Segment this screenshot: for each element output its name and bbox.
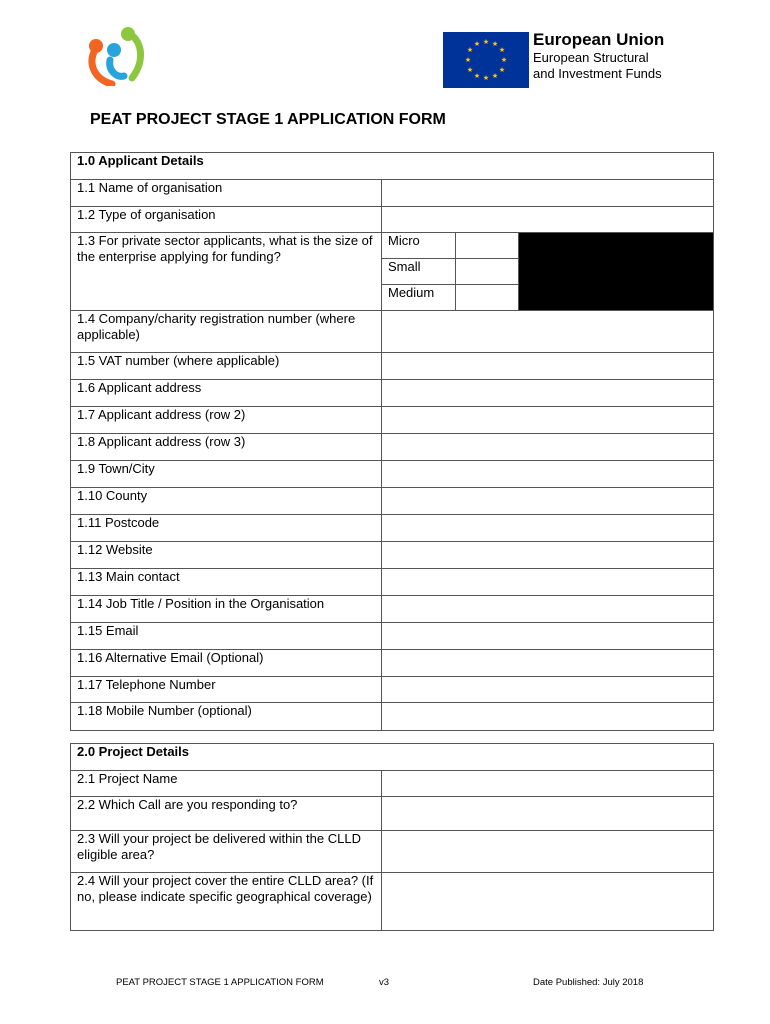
field-label: 1.9 Town/City [71, 461, 382, 488]
clld-area-input[interactable] [382, 831, 714, 873]
svg-text:★: ★ [498, 66, 506, 74]
section-heading: 2.0 Project Details [71, 744, 714, 771]
field-label: 1.5 VAT number (where applicable) [71, 353, 382, 380]
logo-blue-arc [110, 60, 124, 76]
field-label: 1.17 Telephone Number [71, 677, 382, 703]
field-label: 1.7 Applicant address (row 2) [71, 407, 382, 434]
field-label: 1.14 Job Title / Position in the Organisation [71, 596, 382, 623]
field-label: 1.3 For private sector applicants, what is the size of the enterprise applying for funding? [71, 233, 382, 311]
field-label: 2.4 Will your project cover the entire CLLD area? (If no, please indicate specific geographical coverage) [71, 873, 382, 931]
svg-text:★: ★ [466, 66, 474, 74]
address-line3-input[interactable] [382, 434, 714, 461]
geographical-coverage-input[interactable] [382, 873, 714, 931]
alternative-email-input[interactable] [382, 650, 714, 677]
page-title: PEAT PROJECT STAGE 1 APPLICATION FORM [90, 111, 446, 128]
field-label: 1.2 Type of organisation [71, 207, 382, 233]
footer-form-name: PEAT PROJECT STAGE 1 APPLICATION FORM [116, 977, 324, 988]
project-name-input[interactable] [382, 771, 714, 797]
size-option-label: Micro [382, 233, 456, 259]
field-label: 1.4 Company/charity registration number (where applicable) [71, 311, 382, 353]
field-label: 1.8 Applicant address (row 3) [71, 434, 382, 461]
svg-text:★: ★ [491, 72, 499, 80]
size-small-checkbox[interactable] [456, 259, 519, 285]
telephone-input[interactable] [382, 677, 714, 703]
field-label: 1.15 Email [71, 623, 382, 650]
vat-number-input[interactable] [382, 353, 714, 380]
svg-text:★: ★ [482, 74, 490, 82]
blacked-out-area [519, 233, 714, 311]
svg-text:★: ★ [500, 56, 508, 64]
mobile-input[interactable] [382, 703, 714, 731]
svg-text:★: ★ [473, 72, 481, 80]
footer-date: Date Published: July 2018 [533, 977, 644, 988]
size-option-label: Medium [382, 285, 456, 311]
eu-subtitle-line2: and Investment Funds [533, 66, 662, 81]
field-label: 1.18 Mobile Number (optional) [71, 703, 382, 731]
field-label: 1.13 Main contact [71, 569, 382, 596]
postcode-input[interactable] [382, 515, 714, 542]
main-contact-input[interactable] [382, 569, 714, 596]
address-line1-input[interactable] [382, 380, 714, 407]
svg-text:★: ★ [491, 40, 499, 48]
field-label: 1.11 Postcode [71, 515, 382, 542]
svg-text:★: ★ [466, 46, 474, 54]
svg-text:★: ★ [473, 40, 481, 48]
eu-flag [443, 32, 529, 88]
logo-orange-dot [89, 39, 103, 53]
svg-text:★: ★ [464, 56, 472, 64]
call-responding-input[interactable] [382, 797, 714, 831]
website-input[interactable] [382, 542, 714, 569]
field-label: 1.12 Website [71, 542, 382, 569]
eu-funding-label [533, 30, 664, 82]
size-option-label: Small [382, 259, 456, 285]
logo-blue-dot [107, 43, 121, 57]
project-details-table [70, 743, 714, 931]
section-heading: 1.0 Applicant Details [71, 153, 714, 180]
size-micro-checkbox[interactable] [456, 233, 519, 259]
field-label: 2.2 Which Call are you responding to? [71, 797, 382, 831]
email-input[interactable] [382, 623, 714, 650]
applicant-details-table [70, 152, 714, 731]
eu-subtitle-line1: European Structural [533, 50, 649, 65]
organisation-name-input[interactable] [382, 180, 714, 207]
field-label: 1.10 County [71, 488, 382, 515]
field-label: 1.6 Applicant address [71, 380, 382, 407]
job-title-input[interactable] [382, 596, 714, 623]
field-label: 2.1 Project Name [71, 771, 382, 797]
address-line2-input[interactable] [382, 407, 714, 434]
field-label: 1.16 Alternative Email (Optional) [71, 650, 382, 677]
svg-text:★: ★ [498, 46, 506, 54]
organisation-logo [84, 26, 146, 86]
town-city-input[interactable] [382, 461, 714, 488]
footer-version: v3 [379, 977, 390, 988]
svg-text:★: ★ [482, 38, 490, 46]
logo-green-dot [121, 27, 135, 41]
size-medium-checkbox[interactable] [456, 285, 519, 311]
organisation-type-input[interactable] [382, 207, 714, 233]
county-input[interactable] [382, 488, 714, 515]
eu-title: European Union [533, 30, 665, 49]
field-label: 2.3 Will your project be delivered within the CLLD eligible area? [71, 831, 382, 873]
field-label: 1.1 Name of organisation [71, 180, 382, 207]
registration-number-input[interactable] [382, 311, 714, 353]
